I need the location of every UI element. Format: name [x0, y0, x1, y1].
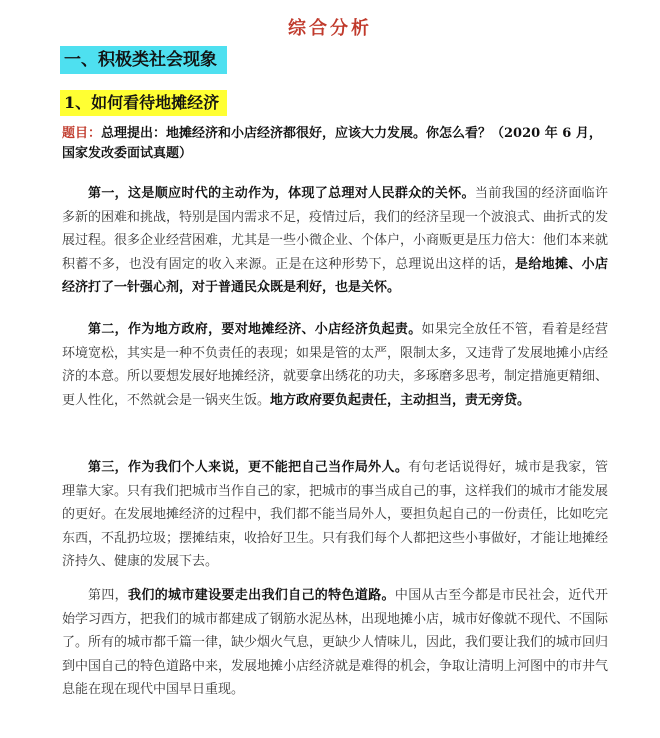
paragraph-2-tail: 地方政府要负起责任，主动担当，责无旁贷。 — [270, 392, 531, 408]
paragraph-3-body: 有句老话说得好，城市是我家，管理靠大家。只有我们把城市当作自己的家，把城市的事当成自己的事，这样我们的城市才能发展的更好。在发展地摊经济的过程中，我们都不能当局外人，要担负起自己的一份责任，比如吃完东西，不乱扔垃圾；摆摊结束，收拾好卫生。只有我们每个人都把这些小事做好，才能让地摊经济持久、健康的发展下去。 — [62, 460, 609, 569]
question-block — [62, 124, 608, 164]
question-text: 总理提出：地摊经济和小店经济都很好，应该大力发展。你怎么看？（2020 年 6 月，国家发改委面试真题） — [62, 126, 602, 161]
paragraph-2-lead: 第二，作为地方政府，要对地摊经济、小店经济负起责。 — [88, 322, 422, 337]
paragraph-3-lead: 第三，作为我们个人来说，更不能把自己当作局外人。 — [88, 460, 409, 475]
paragraph-4-prefix: 第四， — [88, 588, 129, 603]
paragraph-4-body: 中国从古至今都是市民社会，近代开始学习西方，把我们的城市都建成了钢筋水泥丛林，出现地摊小店，城市好像就不现代、不国际了。所有的城市都千篇一律，缺少烟火气息，更缺少人情味儿，因此，我们要让我们的城市回归到中国自己的特色道路中来，发展地摊小店经济就是难得的机会，争取让清明上河图中的市井气息能在现在现代中国早日重现。 — [62, 588, 609, 697]
paragraph-1-lead: 第一，这是顺应时代的主动作为，体现了总理对人民群众的关怀。 — [88, 186, 475, 201]
page-title: 综合分析 — [288, 18, 372, 39]
section-heading: 一、积极类社会现象 — [60, 46, 227, 74]
paragraph-3 — [62, 456, 608, 574]
paragraph-2-body: 如果完全放任不管，看着是经营环境宽松，其实是一种不负责任的表现；如果是管的太严，限制太多，又违背了发展地摊小店经济的本意。所以要想发展好地摊经济，就要拿出绣花的功夫，多琢磨多思考，制定措施更精细、更人性化，不然就会是一锅夹生饭。 — [62, 322, 609, 408]
subsection-heading: 1、如何看待地摊经济 — [60, 90, 227, 116]
paragraph-1 — [62, 182, 608, 300]
paragraph-1-body: 当前我国的经济面临许多新的困难和挑战，特别是国内需求不足，疫情过后，我们的经济呈现一个波浪式、曲折式的发展过程。很多企业经营困难，尤其是一些小微企业、个体户，小商贩更是压力倍大：他们本来就积蓄不多，也没有固定的收入来源。正是在这种形势下，总理说出这样的话， — [62, 186, 609, 272]
paragraph-4-lead: 我们的城市建设要走出我们自己的特色道路。 — [128, 588, 395, 603]
paragraph-1-tail: 是给地摊、小店经济打了一针强心剂，对于普通民众既是利好，也是关怀。 — [62, 256, 608, 295]
question-label: 题目： — [62, 126, 102, 141]
paragraph-2 — [62, 318, 608, 412]
paragraph-4 — [62, 584, 608, 702]
